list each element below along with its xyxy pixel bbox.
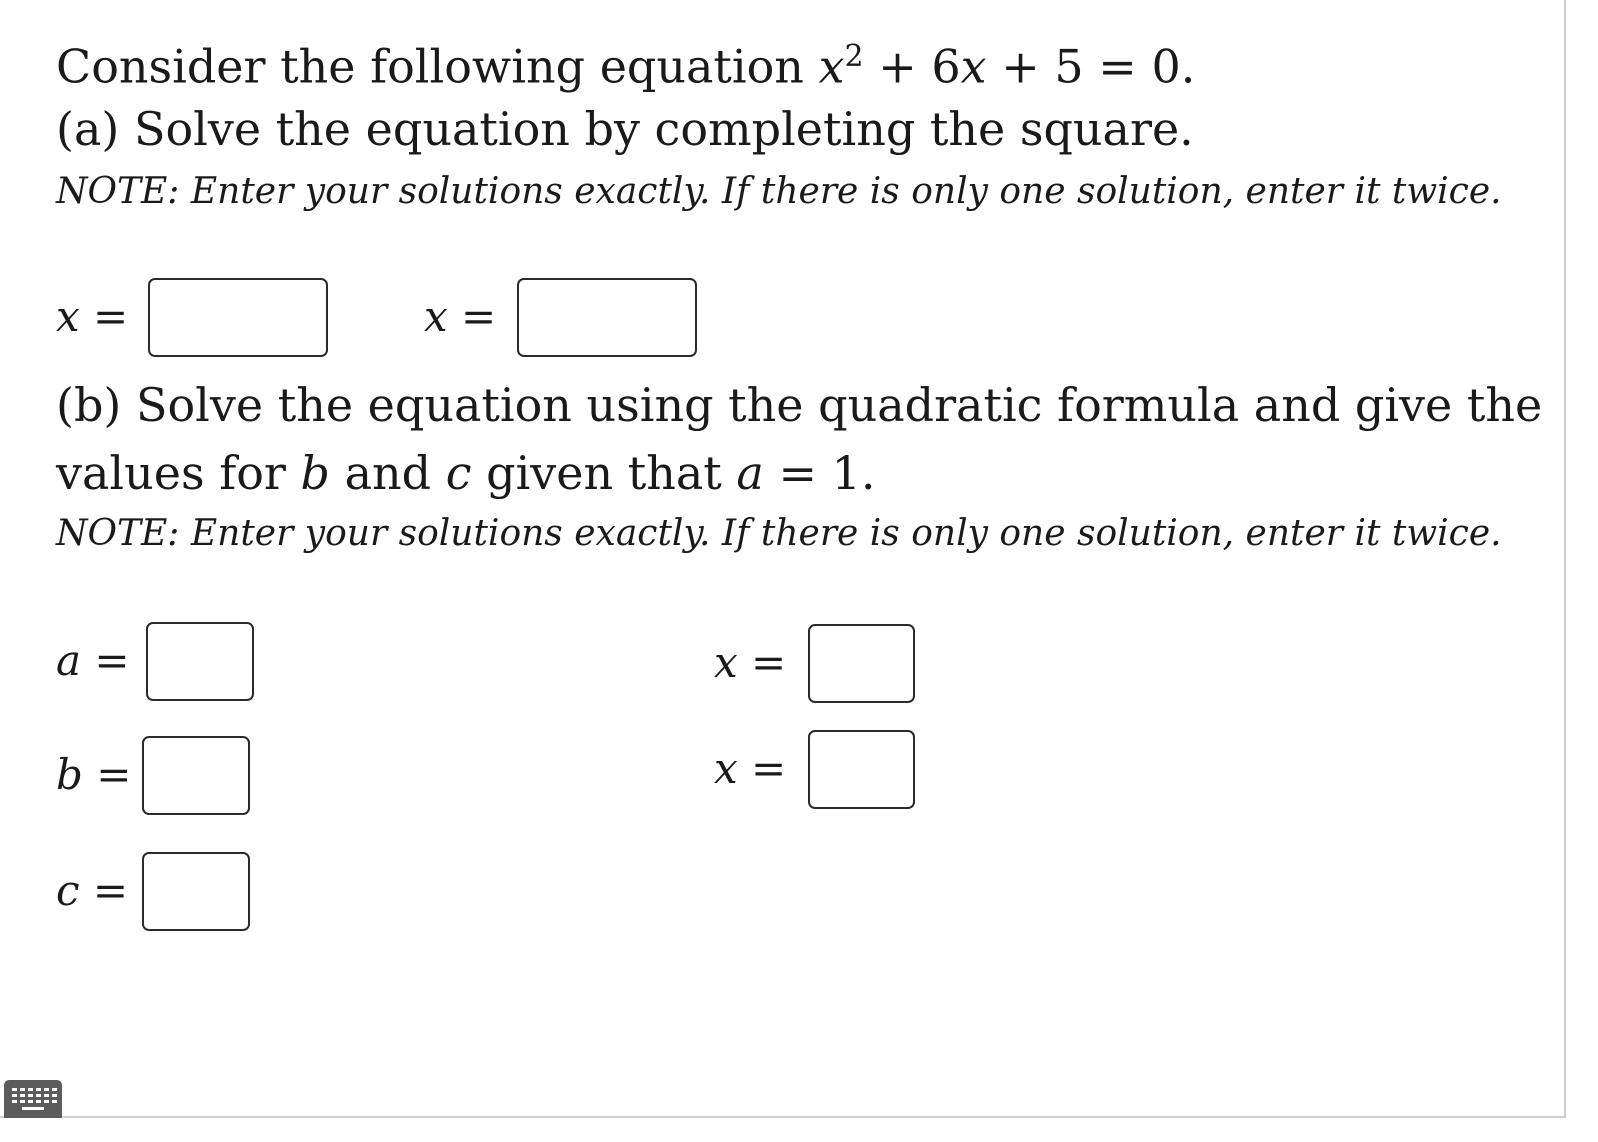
- part-b-note: NOTE: Enter your solutions exactly. If there is only one solution, enter it twice.: [56, 513, 1502, 554]
- equation-x: x: [818, 39, 845, 94]
- part-b-a-input[interactable]: [146, 622, 254, 701]
- part-b-x2-label: x =: [714, 744, 787, 793]
- equation-rest: + 6: [863, 39, 961, 94]
- part-b-x1-label: x =: [714, 638, 787, 687]
- part-a-note: NOTE: Enter your solutions exactly. If there is only one solution, enter it twice.: [56, 171, 1502, 212]
- keyboard-icon[interactable]: [4, 1080, 62, 1118]
- equation-x-linear: x: [960, 39, 987, 94]
- part-a-x1-label: x =: [56, 292, 129, 341]
- part-b-c-label: c =: [56, 866, 129, 915]
- part-a-instruction: (a) Solve the equation by completing the square.: [56, 102, 1194, 156]
- equation-tail: + 5 = 0.: [986, 39, 1196, 94]
- part-a-x2-label: x =: [424, 292, 497, 341]
- part-b-instruction-line2: values for b and c given that a = 1.: [56, 446, 876, 500]
- var-a: a: [736, 446, 764, 500]
- part-b-b-label: b =: [56, 750, 132, 799]
- page-right-border: [1564, 0, 1566, 1118]
- equation-exponent: 2: [844, 39, 864, 74]
- part-b-a-label: a =: [56, 636, 130, 685]
- var-c: c: [445, 446, 472, 500]
- part-a-x1-input[interactable]: [148, 278, 328, 357]
- page-bottom-border: [0, 1116, 1566, 1118]
- part-b-b-input[interactable]: [142, 736, 250, 815]
- part-b-x2-input[interactable]: [808, 730, 915, 809]
- intro-text: Consider the following equation: [56, 39, 819, 94]
- part-b-c-input[interactable]: [142, 852, 250, 931]
- part-b-instruction-line1: (b) Solve the equation using the quadratic formula and give the: [56, 378, 1543, 432]
- question-intro: [56, 39, 1196, 94]
- var-b: b: [300, 446, 330, 500]
- part-a-x2-input[interactable]: [517, 278, 697, 357]
- part-b-x1-input[interactable]: [808, 624, 915, 703]
